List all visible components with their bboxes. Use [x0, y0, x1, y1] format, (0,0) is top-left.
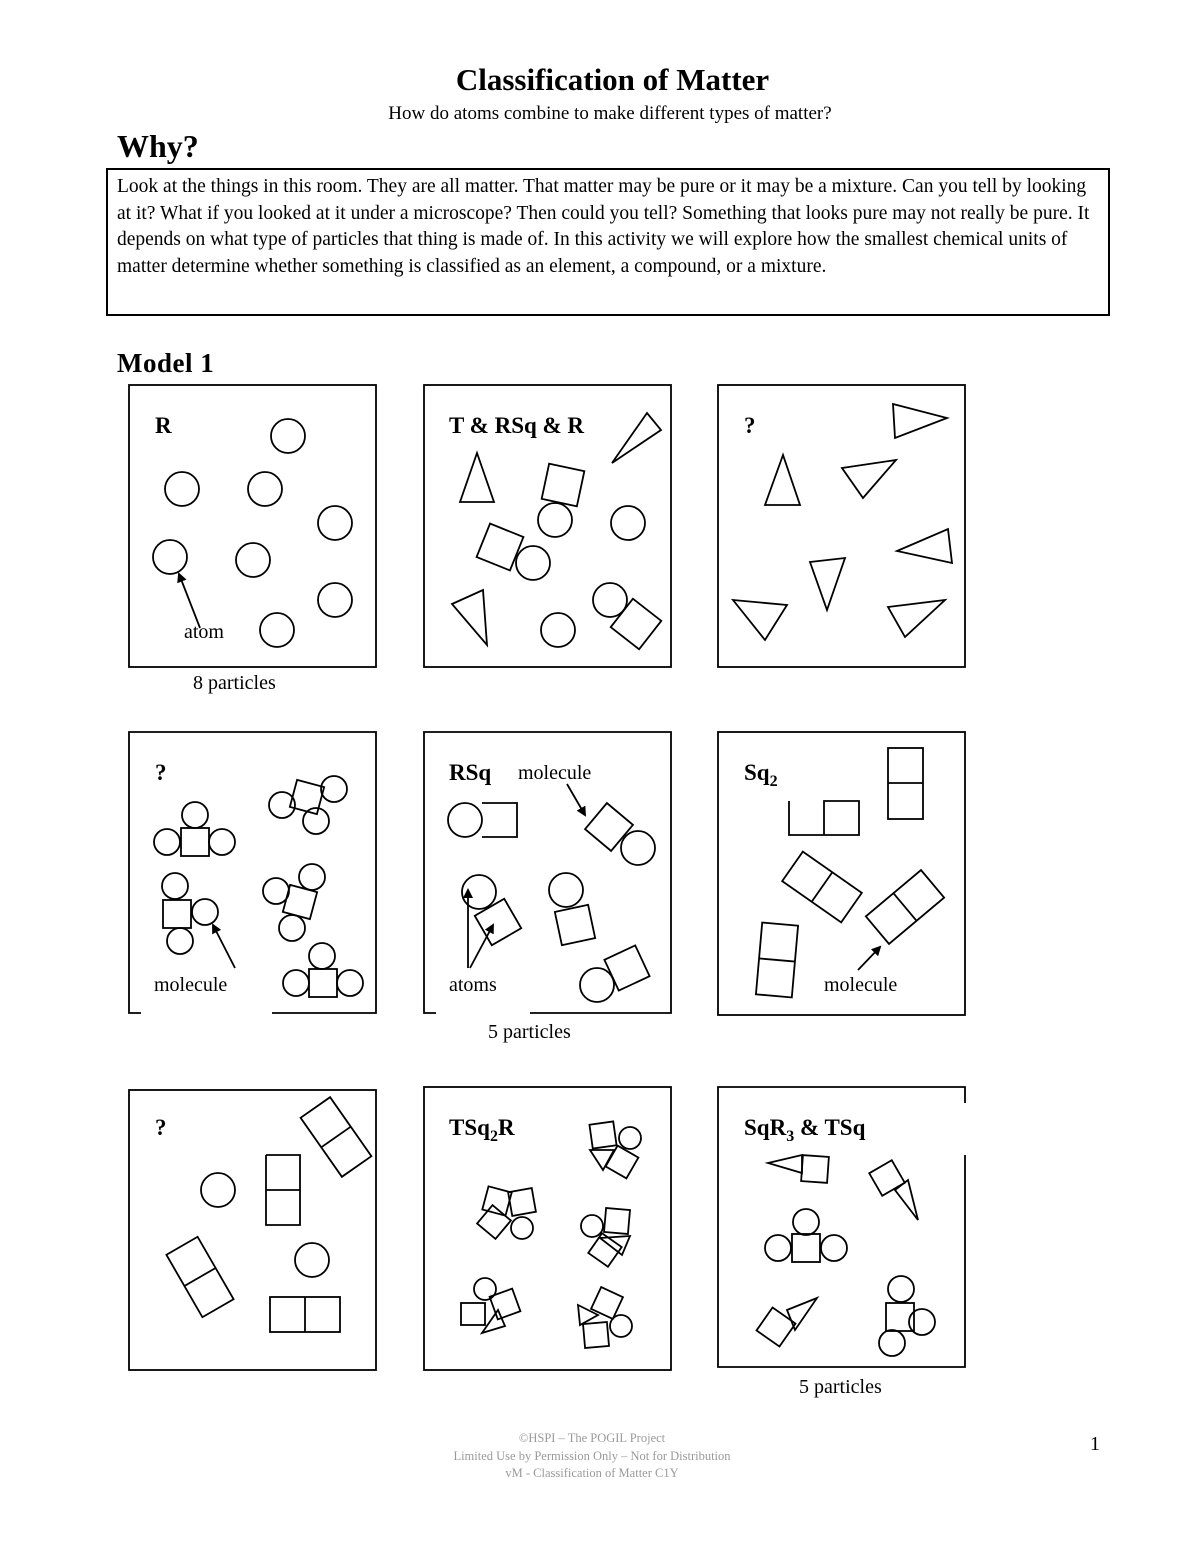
box-5-caption: 5 particles	[488, 1021, 571, 1043]
footer-copyright: ©HSPI – The POGIL Project	[518, 1431, 666, 1445]
box-4-label: ?	[155, 760, 167, 785]
atoms-arrow-2	[470, 925, 493, 968]
box-5-label: RSq	[449, 760, 492, 785]
page-number: 1	[1090, 1433, 1100, 1455]
model-box-9	[718, 1087, 965, 1367]
box-6-annotation: molecule	[824, 974, 898, 996]
box-9-label-a: SqR	[744, 1115, 787, 1140]
model-box-8	[424, 1087, 671, 1370]
box-8-label-sub: 2	[489, 1128, 498, 1145]
atom-arrow	[179, 574, 200, 628]
box-3-label: ?	[744, 413, 756, 438]
page-subtitle: How do atoms combine to make different types of matter?	[388, 103, 832, 124]
page-title: Classification of Matter	[455, 62, 770, 97]
box-6-particles	[756, 748, 944, 997]
box-3-particles	[733, 404, 952, 640]
box-9-label-b: & TSq	[794, 1115, 866, 1140]
molecule-arrow-1	[213, 925, 235, 968]
box-9-particles	[757, 1155, 935, 1356]
box-9-label	[744, 1115, 866, 1145]
box-8-label	[449, 1115, 515, 1145]
box-6-label-main: Sq	[744, 760, 770, 785]
box-6-label	[744, 760, 778, 790]
molecule-arrow-2	[567, 784, 585, 815]
model-box-6	[718, 732, 965, 1015]
model-box-5	[424, 732, 671, 1013]
model-box-3	[718, 385, 965, 667]
box-1-label: R	[155, 413, 172, 438]
box-9-caption: 5 particles	[799, 1376, 882, 1398]
footer-permission: Limited Use by Permission Only – Not for Distribution	[453, 1449, 731, 1463]
box-5-annotation-top: molecule	[518, 762, 592, 784]
model-heading: Model 1	[117, 348, 215, 378]
box-1-particles	[153, 419, 352, 647]
box-4-particles	[154, 776, 363, 997]
box-2-label: T & RSq & R	[449, 413, 585, 438]
box-8-label-b: R	[497, 1115, 515, 1140]
box-1-annotation: atom	[184, 621, 224, 643]
box-6-label-sub: 2	[769, 773, 778, 790]
box-8-label-a: TSq	[449, 1115, 490, 1140]
box-7-label: ?	[155, 1115, 167, 1140]
box-4-annotation: molecule	[154, 974, 228, 996]
model-box-7	[129, 1090, 376, 1370]
box-8-particles	[461, 1121, 641, 1348]
box-1-caption: 8 particles	[193, 672, 276, 694]
footer-version: vM - Classification of Matter C1Y	[505, 1466, 679, 1480]
box-7-particles	[166, 1097, 371, 1332]
intro-paragraph: Look at the things in this room. They are all matter. That matter may be pure or it may be a mixture. Can you tell by looking at it? What if you looked at it under a microscope? Then could you tell? Something that looks pure may not really be pure. It depends on what type of particles that thing is made of. In this activity we will explore how the smallest chemical units of matter determine whether something is classified as an element, a compound, or a mixture.	[117, 176, 1090, 277]
molecule-arrow-3	[858, 947, 880, 970]
model-box-4	[129, 732, 376, 1013]
box-2-particles	[452, 413, 661, 649]
box-9-label-sub: 3	[786, 1128, 795, 1145]
why-heading: Why?	[117, 128, 199, 164]
model-box-1	[129, 385, 376, 667]
model-box-2	[424, 385, 671, 667]
box-5-annotation: atoms	[449, 974, 497, 996]
box-5-particles	[448, 803, 655, 1002]
